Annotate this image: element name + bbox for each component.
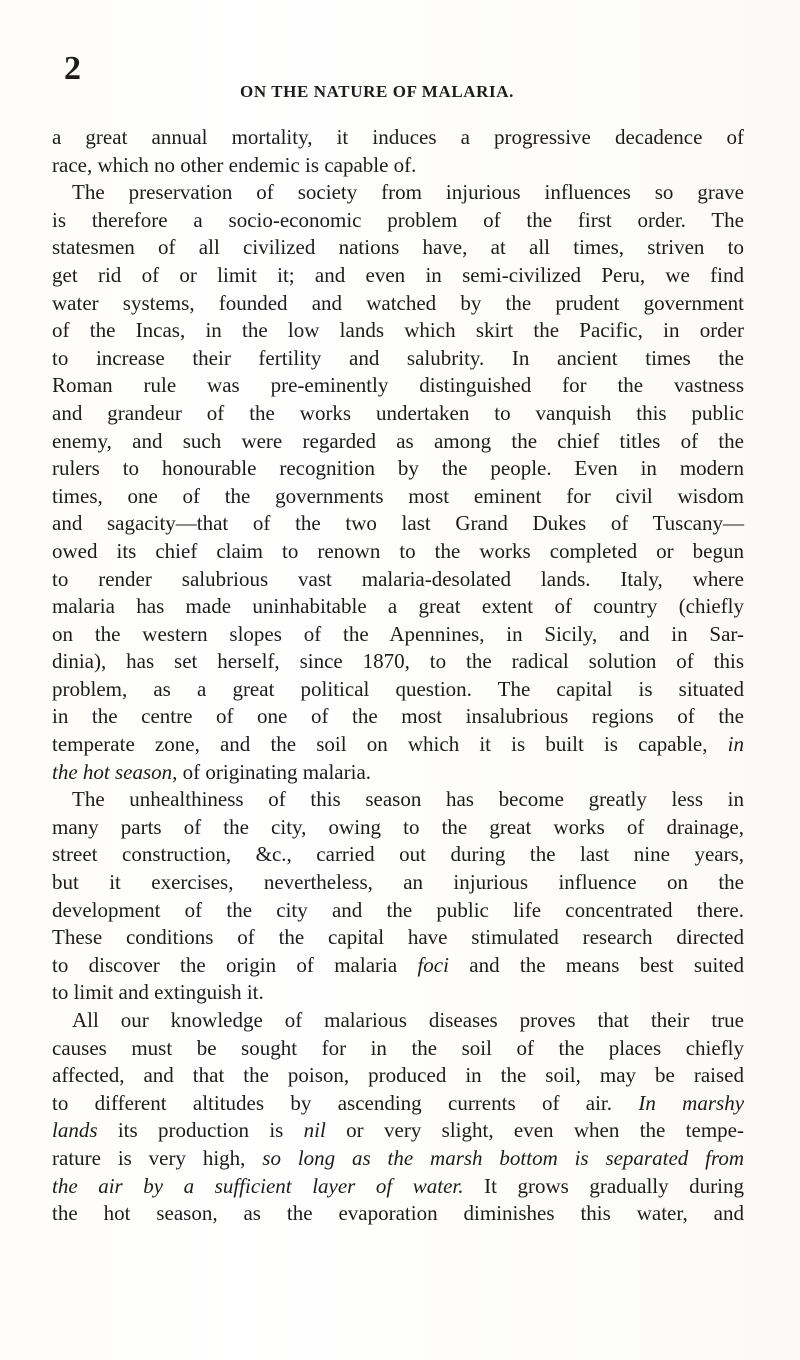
line-text: Roman rule was pre-eminently distinguished for the vastness [52, 373, 744, 398]
line-text: the hot season, as the evaporation diminishes this water, and [52, 1201, 744, 1226]
text-line [52, 1062, 744, 1090]
italic-text: so long as the marsh bottom is separated from [262, 1145, 745, 1170]
line-text: street construction, &c., carried out during the last nine years, [52, 842, 744, 867]
line-text: problem, as a great political question. The capital is situated [52, 676, 744, 701]
italic-text: nil [303, 1118, 326, 1143]
text-line [52, 731, 744, 759]
line-text: enemy, and such were regarded as among the chief titles of the [52, 428, 744, 453]
line-text: but it exercises, nevertheless, an injurious influence on the [52, 870, 744, 895]
text-line [52, 1145, 744, 1173]
text-line [52, 152, 744, 180]
text-line [52, 317, 744, 345]
text-line [52, 400, 744, 428]
text-line [52, 924, 744, 952]
line-text: get rid of or limit it; and even in semi-civilized Peru, we find [52, 262, 744, 287]
text-line [52, 676, 744, 704]
line-text: to increase their fertility and salubrity. In ancient times the [52, 345, 744, 370]
text-line [52, 1173, 744, 1201]
text-line [52, 179, 744, 207]
line-text: race, which no other endemic is capable of. [52, 152, 417, 177]
text-line [52, 814, 744, 842]
text-line [52, 510, 744, 538]
line-text: or very slight, even when the tempe- [325, 1118, 744, 1143]
line-text: to discover the origin of malaria [52, 952, 398, 977]
line-text: to limit and extinguish it. [52, 980, 264, 1005]
line-text: and grandeur of the works undertaken to vanquish this public [52, 400, 744, 425]
text-line [52, 262, 744, 290]
text-line [52, 897, 744, 925]
text-line [52, 483, 744, 511]
line-text: and sagacity—that of the two last Grand Dukes of Tuscany— [52, 511, 744, 536]
text-line [52, 952, 744, 980]
text-line [52, 979, 744, 1007]
text-line [52, 1200, 744, 1228]
line-text: rulers to honourable recognition by the people. Even in modern [52, 456, 744, 481]
line-text: of originating malaria. [177, 759, 372, 784]
line-text: to different altitudes by ascending currents of air. [52, 1090, 613, 1115]
line-text: on the western slopes of the Apennines, in Sicily, and in Sar- [52, 621, 744, 646]
text-line [52, 1090, 744, 1118]
text-line [52, 703, 744, 731]
line-text: rature is very high, [52, 1145, 246, 1170]
line-text: a great annual mortality, it induces a progressive decadence of [52, 125, 744, 149]
text-line [52, 290, 744, 318]
italic-text: the hot season, [52, 759, 178, 784]
body-text [52, 124, 744, 1228]
italic-text: the air by a sufficient layer of water. [52, 1173, 464, 1198]
line-text: times, one of the governments most eminent for civil wisdom [52, 483, 744, 508]
italic-text: In marshy [638, 1090, 745, 1115]
italic-text: in [727, 732, 744, 757]
text-line [52, 124, 744, 152]
text-line [52, 869, 744, 897]
line-text: malaria has made uninhabitable a great extent of country (chiefly [52, 594, 744, 619]
line-text: water systems, founded and watched by the prudent government [52, 290, 744, 315]
line-text: development of the city and the public life concentrated there. [52, 897, 744, 922]
running-head: ON THE NATURE OF MALARIA. [240, 82, 514, 101]
line-text: affected, and that the poison, produced in the soil, may be raised [52, 1063, 744, 1088]
text-line [52, 345, 744, 373]
text-line [52, 759, 744, 787]
text-line [52, 1117, 744, 1145]
line-text: owed its chief claim to renown to the works completed or begun [52, 538, 744, 563]
line-text: and the means best suited [448, 952, 745, 977]
line-text: These conditions of the capital have stimulated research directed [52, 925, 744, 950]
page-number: 2 [64, 50, 81, 87]
text-line [52, 1035, 744, 1063]
line-text: is therefore a socio-economic problem of the first order. The [52, 207, 744, 232]
text-line [52, 1007, 744, 1035]
text-line [52, 234, 744, 262]
line-text: The unhealthiness of this season has become greatly less in [72, 787, 744, 812]
text-line [52, 428, 744, 456]
line-text: many parts of the city, owing to the great works of drainage, [52, 814, 744, 839]
text-line [52, 621, 744, 649]
text-line [52, 648, 744, 676]
line-text: of the Incas, in the low lands which skirt the Pacific, in order [52, 318, 744, 343]
line-text: temperate zone, and the soil on which it is built is capable, [52, 732, 708, 757]
line-text: It grows gradually during [463, 1173, 744, 1198]
line-text: in the centre of one of the most insalubrious regions of the [52, 704, 744, 729]
text-line [52, 841, 744, 869]
line-text: to render salubrious vast malaria-desolated lands. Italy, where [52, 566, 744, 591]
text-line [52, 538, 744, 566]
line-text: dinia), has set herself, since 1870, to the radical solution of this [52, 649, 744, 674]
text-line [52, 207, 744, 235]
line-text: All our knowledge of malarious diseases proves that their true [72, 1008, 744, 1032]
italic-text: foci [417, 952, 449, 977]
line-text: The preservation of society from injurious influences so grave [72, 180, 744, 205]
text-line [52, 566, 744, 594]
line-text: its production is [97, 1118, 304, 1143]
text-line [52, 372, 744, 400]
line-text: statesmen of all civilized nations have, at all times, striven to [52, 235, 744, 260]
text-line [52, 593, 744, 621]
text-line [52, 786, 744, 814]
line-text: causes must be sought for in the soil of the places chiefly [52, 1035, 744, 1060]
text-line [52, 455, 744, 483]
italic-text: lands [52, 1118, 98, 1143]
